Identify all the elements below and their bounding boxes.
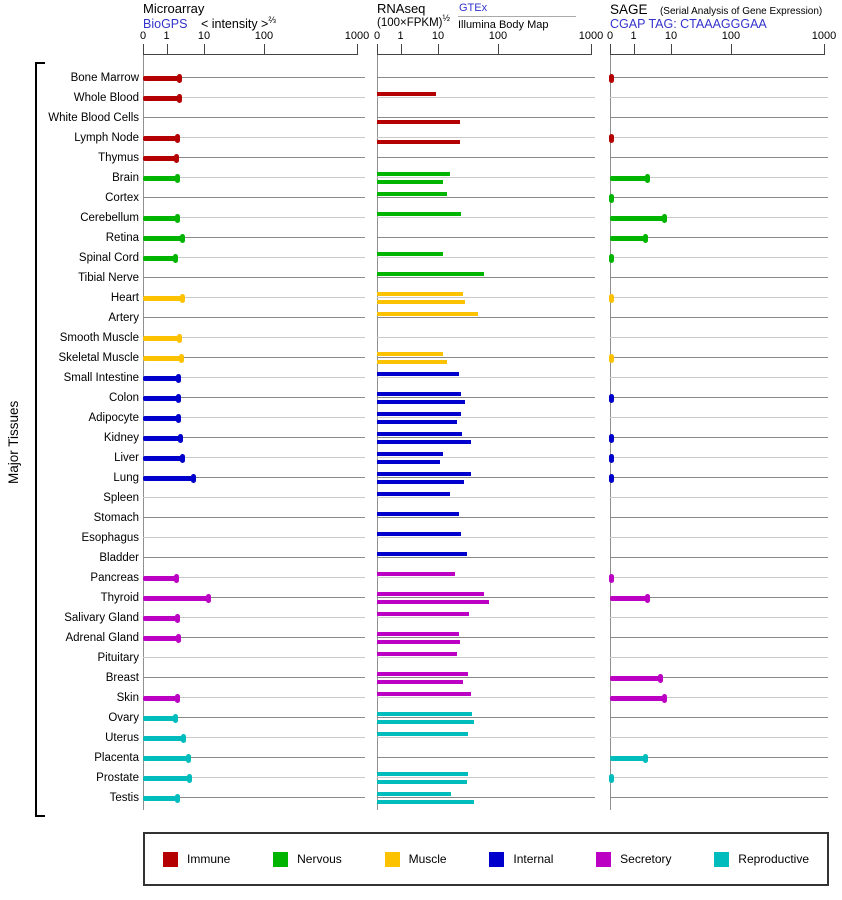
- gtex-bar[interactable]: [377, 192, 447, 196]
- rnaseq-formula: (100×FPKM)$^{\frac{1}{2}}$: [377, 13, 451, 29]
- track-line: [377, 657, 595, 658]
- track-line: [377, 417, 595, 418]
- tissue-label: Lung: [113, 472, 139, 484]
- track-line: [377, 617, 595, 618]
- track-line: [377, 437, 595, 438]
- tissue-label: Esophagus: [81, 532, 139, 544]
- microarray-bar[interactable]: [143, 216, 178, 221]
- track-line: [610, 297, 828, 298]
- track-line: [377, 77, 595, 78]
- gtex-bar[interactable]: [377, 292, 463, 296]
- microarray-bar[interactable]: [143, 436, 181, 441]
- sage-bar[interactable]: [610, 776, 612, 781]
- track-line: [377, 137, 595, 138]
- track-line: [377, 397, 595, 398]
- legend-item-muscle: [385, 852, 447, 867]
- axis-tick-label: 0: [373, 30, 381, 42]
- sage-bar[interactable]: [610, 576, 612, 581]
- tissue-label: Ovary: [108, 712, 139, 724]
- track-line: [610, 717, 828, 718]
- track-line: [377, 197, 595, 198]
- microarray-subtitle: [143, 14, 276, 31]
- track-line: [143, 557, 365, 558]
- tissue-label: Thyroid: [100, 592, 139, 604]
- track-line: [610, 517, 828, 518]
- track-line: [610, 777, 828, 778]
- microarray-bar[interactable]: [143, 636, 179, 641]
- axis-tick-label: 1000: [578, 30, 604, 42]
- cgap-tag-link[interactable]: CGAP TAG: CTAAAGGGAA: [610, 17, 767, 31]
- microarray-bar[interactable]: [143, 176, 178, 181]
- gtex-bar[interactable]: [377, 472, 471, 476]
- axis-tick: [824, 44, 825, 54]
- track-line: [377, 357, 595, 358]
- tissue-label: Stomach: [93, 512, 139, 524]
- tissue-label: Spleen: [103, 492, 139, 504]
- axis-tick-label: 10: [197, 30, 211, 42]
- legend-box: [143, 832, 829, 886]
- gtex-bar[interactable]: [377, 412, 461, 416]
- track-line: [610, 257, 828, 258]
- tissue-label: Kidney: [103, 432, 139, 444]
- legend-swatch: [385, 852, 400, 867]
- microarray-bar[interactable]: [143, 736, 184, 741]
- track-line: [377, 297, 595, 298]
- axis-tick: [438, 44, 439, 54]
- track-line: [610, 497, 828, 498]
- axis-tick: [167, 44, 168, 54]
- gtex-bar[interactable]: [377, 512, 459, 516]
- track-line: [377, 97, 595, 98]
- gtex-bar[interactable]: [377, 632, 459, 636]
- gtex-bar[interactable]: [377, 92, 436, 96]
- panel-title-sage: SAGE: [610, 2, 648, 17]
- tissue-label: Thymus: [98, 152, 139, 164]
- track-line: [377, 697, 595, 698]
- track-line: [377, 497, 595, 498]
- biogps-link[interactable]: BioGPS: [143, 17, 188, 31]
- sage-bar[interactable]: [610, 216, 665, 221]
- illumina-bar[interactable]: [377, 120, 460, 124]
- legend-swatch: [714, 852, 729, 867]
- legend-item-nervous: [273, 852, 342, 867]
- microarray-bar[interactable]: [143, 456, 183, 461]
- illumina-bar[interactable]: [377, 440, 471, 444]
- track-line: [377, 277, 595, 278]
- legend-label: Muscle: [408, 852, 447, 866]
- sage-bar[interactable]: [610, 76, 612, 81]
- track-line: [143, 317, 365, 318]
- track-line: [377, 717, 595, 718]
- tissue-label: White Blood Cells: [48, 112, 139, 124]
- microarray-bar[interactable]: [143, 236, 183, 241]
- axis-tick: [377, 44, 378, 54]
- gtex-bar[interactable]: [377, 712, 472, 716]
- sage-bar[interactable]: [610, 236, 646, 241]
- tissue-label: Testis: [109, 792, 139, 804]
- microarray-bar[interactable]: [143, 376, 179, 381]
- track-line: [377, 757, 595, 758]
- track-line: [610, 637, 828, 638]
- sage-bar[interactable]: [610, 436, 612, 441]
- track-line: [377, 517, 595, 518]
- track-line: [610, 317, 828, 318]
- track-line: [377, 237, 595, 238]
- gtex-bar[interactable]: [377, 572, 455, 576]
- tissue-label: Pituitary: [97, 652, 139, 664]
- tissue-label: Retina: [105, 232, 139, 244]
- legend-label: Immune: [187, 852, 231, 866]
- sage-bar[interactable]: [610, 136, 612, 141]
- track-line: [143, 117, 365, 118]
- microarray-bar[interactable]: [143, 416, 179, 421]
- legend-label: Internal: [513, 852, 554, 866]
- track-line: [143, 537, 365, 538]
- track-line: [610, 357, 828, 358]
- track-line: [377, 777, 595, 778]
- axis-tick: [671, 44, 672, 54]
- tissue-label: Bone Marrow: [70, 72, 139, 84]
- track-line: [610, 157, 828, 158]
- microarray-bar[interactable]: [143, 756, 189, 761]
- illumina-bar[interactable]: [377, 180, 443, 184]
- tissue-label: Skin: [116, 692, 139, 704]
- sage-bar[interactable]: [610, 596, 648, 601]
- track-line: [143, 517, 365, 518]
- track-line: [610, 397, 828, 398]
- axis-tick: [143, 44, 144, 54]
- track-line: [377, 177, 595, 178]
- track-line: [610, 377, 828, 378]
- gtex-link[interactable]: GTEx: [459, 2, 488, 14]
- microarray-bar[interactable]: [143, 616, 178, 621]
- track-line: [143, 497, 365, 498]
- track-line: [377, 317, 595, 318]
- axis-tick: [634, 44, 635, 54]
- track-line: [610, 457, 828, 458]
- axis-tick-label: 1000: [344, 30, 370, 42]
- axis-line: [143, 54, 358, 55]
- track-line: [377, 597, 595, 598]
- axis-tick-label: 10: [664, 30, 678, 42]
- microarray-bar[interactable]: [143, 76, 180, 81]
- track-line: [377, 737, 595, 738]
- tissue-label: Colon: [108, 392, 139, 404]
- tissue-label: Adipocyte: [88, 412, 139, 424]
- tissue-label: Bladder: [99, 552, 139, 564]
- microarray-bar[interactable]: [143, 256, 176, 261]
- illumina-bar[interactable]: [377, 300, 465, 304]
- track-line: [610, 537, 828, 538]
- axis-tick: [264, 44, 265, 54]
- tissue-label: Heart: [110, 292, 139, 304]
- microarray-bar[interactable]: [143, 696, 178, 701]
- sage-bar[interactable]: [610, 696, 665, 701]
- sage-bar[interactable]: [610, 296, 612, 301]
- axis-tick: [357, 44, 358, 54]
- tissue-label: Adrenal Gland: [65, 632, 139, 644]
- tissue-label: Cortex: [105, 192, 139, 204]
- gtex-bar[interactable]: [377, 272, 484, 276]
- microarray-bar[interactable]: [143, 716, 176, 721]
- microarray-bar[interactable]: [143, 576, 177, 581]
- axis-tick-label: 10: [431, 30, 445, 42]
- track-line: [610, 77, 828, 78]
- tissue-label: Whole Blood: [73, 92, 139, 104]
- gtex-bar[interactable]: [377, 432, 462, 436]
- tissue-label: Uterus: [105, 732, 139, 744]
- panel-title-microarray: Microarray: [143, 1, 205, 16]
- microarray-bar[interactable]: [143, 136, 178, 141]
- track-line: [610, 117, 828, 118]
- sage-bar[interactable]: [610, 256, 612, 261]
- tissue-label: Tibial Nerve: [78, 272, 139, 284]
- legend-label: Reproductive: [738, 852, 809, 866]
- tissue-label: Smooth Muscle: [59, 332, 139, 344]
- track-line: [610, 337, 828, 338]
- track-line: [377, 457, 595, 458]
- track-line: [377, 637, 595, 638]
- axis-tick-label: 1: [163, 30, 170, 42]
- tissue-label: Skeletal Muscle: [58, 352, 139, 364]
- track-line: [377, 677, 595, 678]
- legend-swatch: [273, 852, 288, 867]
- track-line: [377, 157, 595, 158]
- axis-tick-label: 1: [397, 30, 404, 42]
- microarray-bar[interactable]: [143, 96, 180, 101]
- tissue-label: Cerebellum: [80, 212, 139, 224]
- track-line: [610, 737, 828, 738]
- track-line: [610, 577, 828, 578]
- track-line: [610, 797, 828, 798]
- axis-tick-label: 100: [721, 30, 741, 42]
- track-line: [610, 97, 828, 98]
- gtex-bar[interactable]: [377, 352, 443, 356]
- gtex-bar[interactable]: [377, 312, 478, 316]
- track-line: [143, 677, 365, 678]
- axis-tick: [204, 44, 205, 54]
- y-axis-label: Major Tissues: [6, 400, 21, 484]
- legend-label: Secretory: [620, 852, 672, 866]
- gtex-bar[interactable]: [377, 652, 457, 656]
- tissue-label: Placenta: [94, 752, 139, 764]
- illumina-label: Illumina Body Map: [458, 19, 549, 31]
- axis-tick-label: 100: [488, 30, 508, 42]
- legend-item-immune: [163, 852, 230, 867]
- tissue-label: Artery: [108, 312, 139, 324]
- microarray-bar[interactable]: [143, 596, 209, 601]
- axis-tick: [591, 44, 592, 54]
- axis-line: [610, 54, 825, 55]
- track-line: [377, 257, 595, 258]
- sage-subtitle: (Serial Analysis of Gene Expression): [659, 6, 823, 17]
- axis-tick-label: 1000: [811, 30, 837, 42]
- track-line: [143, 197, 365, 198]
- tissue-label: Salivary Gland: [64, 612, 139, 624]
- legend-swatch: [489, 852, 504, 867]
- track-line: [610, 437, 828, 438]
- gtex-bar[interactable]: [377, 732, 468, 736]
- axis-tick-label: 100: [254, 30, 274, 42]
- sage-bar[interactable]: [610, 176, 648, 181]
- sage-bar[interactable]: [610, 196, 612, 201]
- microarray-bar[interactable]: [143, 476, 194, 481]
- track-line: [377, 377, 595, 378]
- track-line: [377, 477, 595, 478]
- gtex-bar[interactable]: [377, 372, 459, 376]
- gtex-bar[interactable]: [377, 672, 468, 676]
- illumina-bar[interactable]: [377, 460, 440, 464]
- tissue-label: Lymph Node: [74, 132, 139, 144]
- illumina-bar[interactable]: [377, 600, 489, 604]
- tissue-label: Prostate: [96, 772, 139, 784]
- sage-bar[interactable]: [610, 456, 612, 461]
- microarray-bar[interactable]: [143, 296, 183, 301]
- tissue-label: Pancreas: [90, 572, 139, 584]
- microarray-bar[interactable]: [143, 776, 190, 781]
- track-line: [610, 477, 828, 478]
- gtex-bar[interactable]: [377, 612, 469, 616]
- illumina-bar[interactable]: [377, 400, 465, 404]
- sage-bar[interactable]: [610, 676, 661, 681]
- gtex-bar[interactable]: [377, 452, 443, 456]
- panel-title-rnaseq: RNAseq: [377, 1, 426, 16]
- axis-tick: [731, 44, 732, 54]
- axis-line: [377, 54, 592, 55]
- gtex-bar[interactable]: [377, 692, 471, 696]
- gtex-bar[interactable]: [377, 252, 443, 256]
- track-line: [377, 577, 595, 578]
- tissue-label: Liver: [114, 452, 139, 464]
- sage-bar[interactable]: [610, 756, 646, 761]
- gtex-bar[interactable]: [377, 792, 451, 796]
- axis-tick-label: 1: [630, 30, 637, 42]
- gtex-bar[interactable]: [377, 552, 467, 556]
- sage-bar[interactable]: [610, 356, 612, 361]
- track-line: [377, 537, 595, 538]
- illumina-bar[interactable]: [377, 800, 474, 804]
- axis-tick: [401, 44, 402, 54]
- microarray-bar[interactable]: [143, 336, 180, 341]
- axis-tick-label: 0: [139, 30, 147, 42]
- microarray-bar[interactable]: [143, 796, 178, 801]
- gtex-bar[interactable]: [377, 592, 484, 596]
- sage-bar[interactable]: [610, 396, 612, 401]
- gtex-bar[interactable]: [377, 212, 461, 216]
- track-line: [610, 417, 828, 418]
- track-line: [610, 657, 828, 658]
- gtex-bar[interactable]: [377, 772, 468, 776]
- sage-bar[interactable]: [610, 476, 612, 481]
- tissue-label: Small Intestine: [63, 372, 139, 384]
- track-line: [610, 617, 828, 618]
- legend-label: Nervous: [297, 852, 342, 866]
- illumina-bar[interactable]: [377, 140, 460, 144]
- illumina-bar[interactable]: [377, 680, 463, 684]
- illumina-bar[interactable]: [377, 480, 464, 484]
- microarray-bar[interactable]: [143, 396, 179, 401]
- track-line: [610, 137, 828, 138]
- gtex-bar[interactable]: [377, 532, 461, 536]
- track-line: [377, 557, 595, 558]
- illumina-bar[interactable]: [377, 640, 460, 644]
- tissue-label: Spinal Cord: [78, 252, 139, 264]
- track-line: [610, 557, 828, 558]
- microarray-bar[interactable]: [143, 356, 182, 361]
- track-line: [143, 277, 365, 278]
- track-line: [610, 277, 828, 278]
- gtex-bar[interactable]: [377, 492, 450, 496]
- track-line: [377, 117, 595, 118]
- legend-swatch: [163, 852, 178, 867]
- tissue-label: Breast: [105, 672, 139, 684]
- gtex-bar[interactable]: [377, 392, 461, 396]
- legend-item-secretory: [596, 852, 671, 867]
- microarray-bar[interactable]: [143, 156, 177, 161]
- axis-tick: [610, 44, 611, 54]
- track-line: [377, 337, 595, 338]
- illumina-bar[interactable]: [377, 720, 474, 724]
- illumina-bar[interactable]: [377, 420, 457, 424]
- axis-tick: [498, 44, 499, 54]
- microarray-formula: < intensity >$^{\frac{2}{3}}$: [200, 14, 276, 31]
- illumina-bar[interactable]: [377, 360, 447, 364]
- track-line: [143, 657, 365, 658]
- tissue-label: Brain: [112, 172, 139, 184]
- track-line: [377, 797, 595, 798]
- illumina-bar[interactable]: [377, 780, 467, 784]
- gtex-illumina-divider: [458, 16, 576, 17]
- legend-swatch: [596, 852, 611, 867]
- axis-tick-label: 0: [606, 30, 614, 42]
- legend-item-internal: [489, 852, 553, 867]
- gtex-bar[interactable]: [377, 172, 450, 176]
- track-line: [610, 197, 828, 198]
- track-line: [377, 217, 595, 218]
- legend-item-reproductive: [714, 852, 809, 867]
